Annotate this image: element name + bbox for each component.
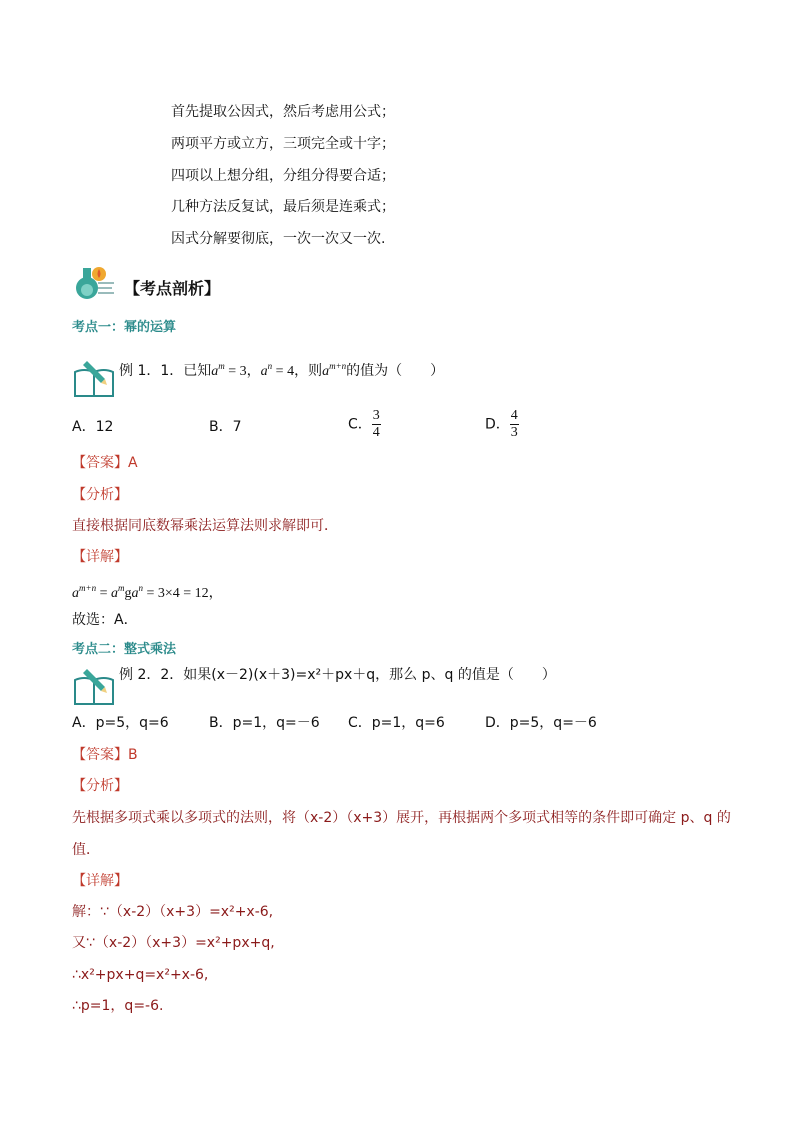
kp2-option-c: C．p=1，q=6 (348, 715, 445, 731)
kp1-option-d-fraction (510, 408, 519, 441)
d-a3: a (131, 586, 139, 601)
kp1-q-m: m (218, 361, 225, 371)
kp1-q-mn: m+n (329, 361, 347, 371)
kp2-detail-tag: 【详解】 (72, 873, 128, 889)
book-pencil-icon (72, 358, 118, 398)
c-numerator: 3 (372, 408, 380, 423)
kp1-option-a: A．12 (72, 419, 114, 435)
kp1-q-a: a (211, 364, 219, 379)
kp1-analysis: 直接根据同底数幂乘法运算法则求解即可． (72, 518, 338, 534)
kp1-label: 考点一：幂的运算 (72, 320, 177, 335)
kp2-analysis-tag: 【分析】 (72, 778, 128, 794)
rhyme-line-5: 因式分解要彻底，一次一次又一次. (171, 231, 386, 247)
kp2-step-4: ∴p=1，q=-6. (72, 998, 164, 1014)
kp2-question: 例 2．2．如果(x－2)(x＋3)=x²＋px＋q，那么 p、q 的值是（ ） (119, 667, 556, 683)
rhyme-line-3: 四项以上想分组，分组分得要合适； (171, 168, 395, 184)
d-a1: a (72, 586, 79, 601)
kp1-answer: 【答案】A (72, 455, 138, 471)
kp1-conclusion: 故选：A． (72, 612, 138, 628)
d-n: n (138, 583, 143, 593)
kp2-step-3: ∴x²+px+q=x²+x-6, (72, 967, 209, 983)
d-rest: = 3×4 = 12， (142, 586, 223, 601)
kp1-q-a2: a (260, 364, 268, 379)
kp1-q-eq4: = 4，则 (272, 364, 323, 379)
d-numerator: 4 (510, 408, 518, 423)
kp1-q-a3: a (322, 364, 330, 379)
kp1-option-c-label: C． (348, 416, 372, 433)
kp1-option-c-fraction (372, 408, 381, 441)
kp1-q-n: n (267, 361, 273, 371)
book-pencil-icon (72, 666, 118, 706)
rhyme-line-1: 首先提取公因式，然后考虑用公式； (171, 104, 395, 120)
kp1-option-d-label: D． (485, 416, 510, 433)
kp2-label: 考点二：整式乘法 (72, 642, 177, 657)
kp2-option-a: A．p=5，q=6 (72, 715, 169, 731)
kp2-option-b: B．p=1，q=－6 (209, 715, 320, 731)
kp1-q-eq3: = 3， (224, 364, 261, 379)
d-m: m (117, 583, 125, 593)
kp1-question (119, 356, 444, 382)
kp1-analysis-tag: 【分析】 (72, 487, 128, 503)
d-denominator: 3 (510, 425, 518, 440)
kp1-detail-formula (72, 578, 223, 604)
rhyme-line-2: 两项平方或立方，三项完全或十字； (171, 136, 395, 152)
kp2-option-d: D．p=5，q=－6 (485, 715, 597, 731)
d-eq: = (96, 586, 111, 601)
d-mn: m+n (79, 583, 97, 593)
kp2-step-1: 解：∵（x-2）（x+3）=x²+x-6, (72, 904, 274, 920)
kp1-q-suffix: 的值为（ ） (346, 363, 445, 379)
d-g: g (124, 586, 132, 601)
kp1-option-b: B．7 (209, 419, 242, 435)
flask-icon (72, 262, 118, 302)
section-title: 【考点剖析】 (124, 279, 221, 298)
kp2-answer: 【答案】B (72, 747, 138, 763)
d-a2: a (110, 586, 118, 601)
kp2-analysis-line-2: 值． (72, 842, 100, 858)
kp2-analysis-line-1: 先根据多项式乘以多项式的法则，将（x-2）（x+3）展开，再根据两个多项式相等的条件即可确定 p、q 的 (72, 810, 731, 826)
c-denominator: 4 (372, 425, 380, 440)
kp2-step-2: 又∵（x-2）（x+3）=x²+px+q, (72, 935, 275, 951)
rhyme-line-4: 几种方法反复试，最后须是连乘式； (171, 199, 395, 215)
kp1-q-prefix: 例 1．1．已知 (119, 363, 212, 379)
kp1-option-c (348, 408, 381, 441)
kp1-option-d (485, 408, 519, 441)
kp1-detail-tag: 【详解】 (72, 549, 128, 565)
